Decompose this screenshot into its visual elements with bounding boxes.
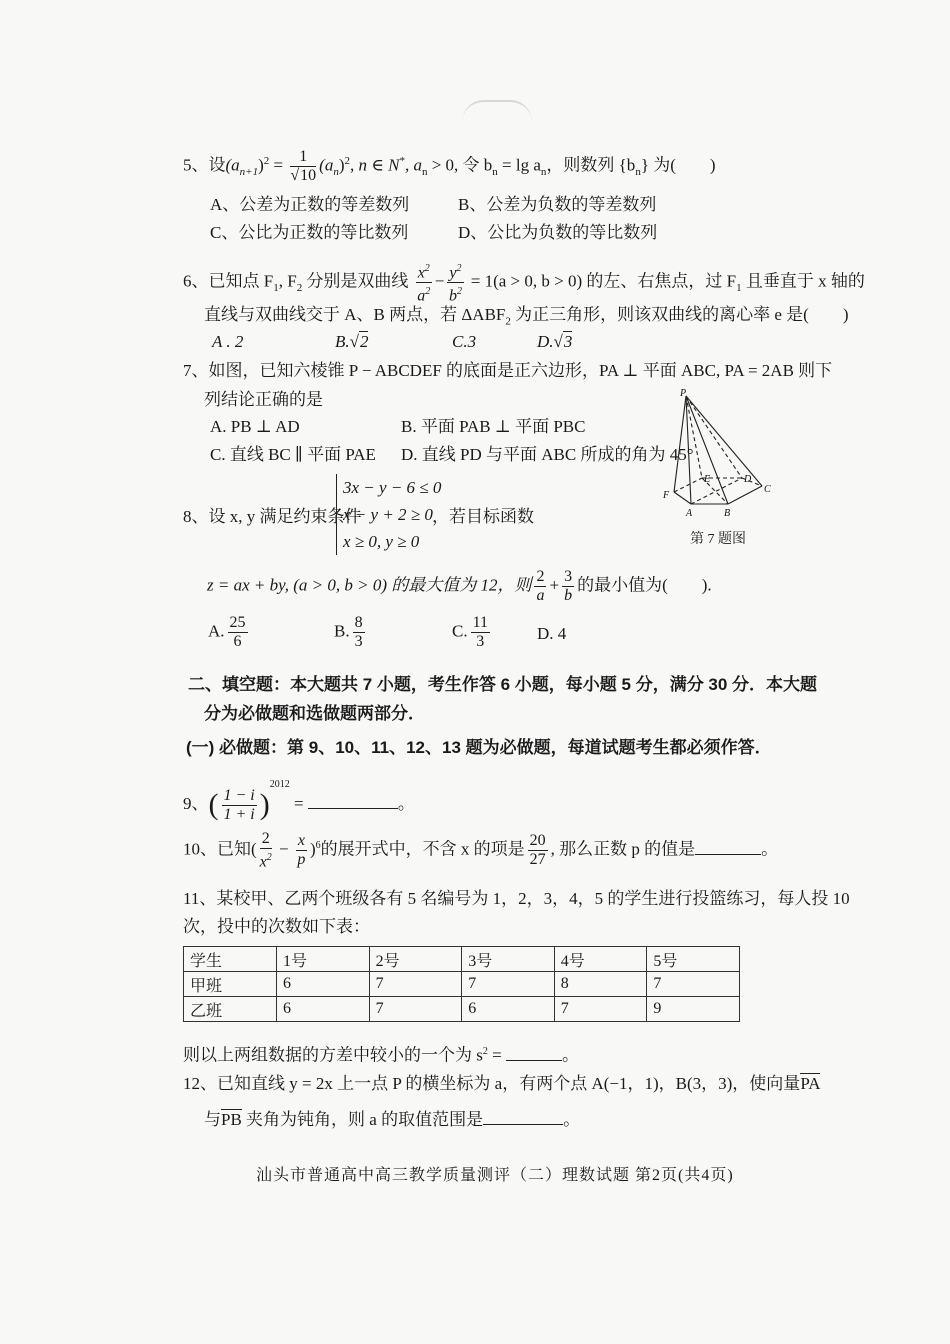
q7-option-d: D. 直线 PD 与平面 ABC 所成的角为 45° [401,445,694,464]
question-11-line1: 11、某校甲、乙两个班级各有 5 名编号为 1，2，3，4，5 的学生进行投篮练习，每人投 10 [183,889,850,908]
question-12-line1: 12、已知直线 y = 2x 上一点 P 的横坐标为 a，有两个点 A(−1，1)，B(3，3)，使向量PA [183,1074,821,1093]
q5-option-c: C、公比为正数的等比数列 [210,223,409,242]
q10-answer-blank[interactable] [695,838,761,855]
table-cell: 8 [554,972,647,997]
table-header-row [184,947,740,972]
q7-figure-caption: 第 7 题图 [690,532,746,547]
q7-option-a: A. PB ⊥ AD [210,417,300,436]
question-7-line2: 列结论正确的是 [204,390,323,409]
q8-option-d: D. 4 [537,624,567,643]
table-cell: 7 [554,997,647,1022]
q11-score-table [183,946,740,1022]
q7-option-c: C. 直线 BC ∥ 平面 PAE [210,445,376,464]
fig-label-p: P [680,388,687,399]
q6-option-a: A . 2 [212,332,244,351]
fig-label-e: E [704,474,711,485]
table-row [184,972,740,997]
q11-answer-blank[interactable] [506,1044,562,1061]
q8-option-b: B. $\frac{8}{3}$ [334,614,363,650]
q6-option-d: D.√3 [537,332,573,351]
table-cell: 6 [277,997,370,1022]
table-cell: 甲班 [184,972,277,997]
constraint-2: x − y + 2 ≥ 0 [343,505,433,524]
table-cell: 7 [647,972,740,997]
table-cell: 7 [369,972,462,997]
q5-option-a: A、公差为正数的等差数列 [210,195,410,214]
table-header-cell: 1号 [277,947,370,972]
section2-heading-line1: 二、填空题：本大题共 7 小题，考生作答 6 小题，每小题 5 分，满分 30 分．本大题 [188,675,818,694]
fig-label-d: D [744,474,752,485]
question-12-line2: 与PB 夹角为钝角，则 a 的取值范围是 。 [204,1110,581,1129]
question-6-line2: 直线与双曲线交于 A、B 两点，若 $\Delta ABF_2$ 为正三角形，则该双曲线的离心率 e 是( ) [204,305,849,328]
table-header-cell: 5号 [647,947,740,972]
constraint-3: x ≥ 0, y ≥ 0 [343,532,420,551]
question-10: 10、已知( $\frac{2}{x^2}$ − $\frac{x}{p}$ )$^6$的展开式中，不含 x 的项是 $\frac{20}{27}$ , 那么正数 p 的值是 。 [183,830,779,871]
table-cell: 乙班 [184,997,277,1022]
question-6-line1: 6、已知点 $F_1$, $F_2$ 分别是双曲线 $\frac{x^2}{a^2}$ − $\frac{y^2}{b^2}$ = 1(a > 0, b > 0) 的左、右焦点，过 $F_1$ 且垂直于 x 轴的 [183,260,865,306]
table-cell: 6 [277,972,370,997]
table-cell: 6 [462,997,555,1022]
fig-label-c: C [764,484,771,495]
q9-answer-blank[interactable] [308,792,398,809]
q12-answer-blank[interactable] [483,1108,563,1125]
bleed-through-mark [462,100,532,122]
q5-option-b: B、公差为负数的等差数列 [458,195,657,214]
table-header-cell: 2号 [369,947,462,972]
q8-constraint-system [336,474,441,555]
fig-label-a: A [686,508,693,519]
page-footer: 汕头市普通高中高三教学质量测评（二）理数试题 第2页(共4页) [256,1167,734,1184]
q8-option-a: A. $\frac{25}{6}$ [208,614,246,650]
question-8-pre: 8、设 x, y 满足约束条件 [183,507,362,526]
constraint-1: 3x − y − 6 ≤ 0 [343,478,442,497]
fig-label-f: F [663,490,670,501]
q7-pyramid-figure [658,388,776,524]
question-11-line2: 次，投中的次数如下表： [183,917,370,936]
table-cell: 7 [369,997,462,1022]
question-9: 9、( $\frac{1 - i}{1 + i}$ )$^{2012}$ = 。 [183,779,415,823]
section2-heading-line3: (一) 必做题：第 9、10、11、12、13 题为必做题，每道试题考生都必须作答． [186,738,772,757]
fig-label-b: B [724,508,731,519]
question-7-line1: 7、如图，已知六棱锥 P − ABCDEF 的底面是正六边形，PA ⊥ 平面 ABC, PA = 2AB 则下 [183,361,833,380]
table-cell: 7 [462,972,555,997]
table-header-cell: 3号 [462,947,555,972]
question-8-post: ，若目标函数 [432,507,534,526]
q6-option-b: B.√2 [335,332,369,351]
table-row [184,997,740,1022]
table-header-cell: 4号 [554,947,647,972]
q7-option-b: B. 平面 PAB ⊥ 平面 PBC [401,417,586,436]
q6-option-c: C.3 [452,332,477,351]
question-5: 5、设$(a_{n+1})^2$ = $\frac{1}{√10}$ $(a_n)^2$, n ∈ N*, $a_n > 0$, 令 $b_n = \lg a_n$，则数列 $\{b_n\}$ 为( ) [183,148,716,184]
question-11-after: 则以上两组数据的方差中较小的一个为 $s^2$ = 。 [183,1045,579,1065]
vector-pb: PB [221,1110,242,1129]
table-cell: 9 [647,997,740,1022]
table-header-cell: 学生 [184,947,277,972]
question-8-line2: z = ax + by, (a > 0, b > 0) 的最大值为 12，则 $\frac{2}{a}$ + $\frac{3}{b}$ 的最小值为( ). [207,568,712,604]
q5-option-d: D、公比为负数的等比数列 [458,223,658,242]
frac-one-over-sqrt10: $\frac{1}{√10}$ [290,148,317,184]
section2-heading-line2: 分为必做题和选做题两部分． [204,704,425,723]
vector-pa: PA [800,1074,821,1093]
q8-option-c: C. $\frac{11}{3}$ [452,614,488,650]
